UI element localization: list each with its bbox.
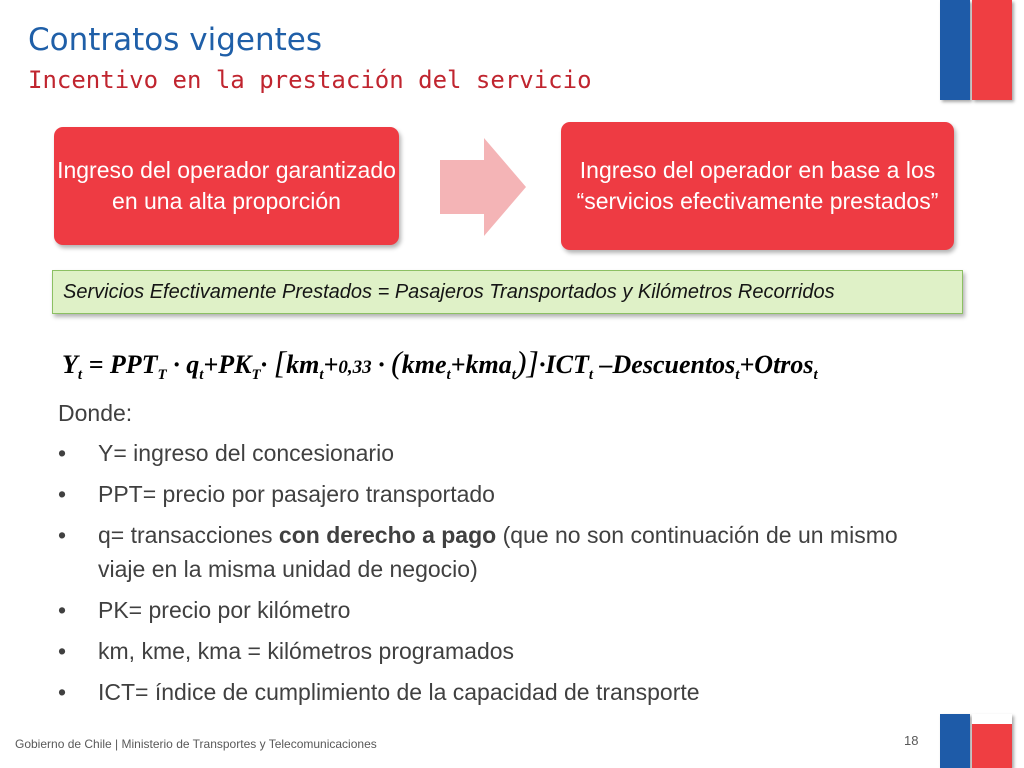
- chile-flag-decoration-top: [940, 0, 1016, 100]
- formula-sub: T: [157, 367, 167, 384]
- page-title: Contratos vigentes: [28, 22, 323, 58]
- formula-sub: t: [813, 367, 818, 384]
- income-formula: [62, 338, 952, 386]
- right-arrow-icon: [440, 138, 526, 236]
- flag-red-stripe: [972, 0, 1012, 100]
- list-item-text: q= transacciones: [98, 522, 279, 548]
- list-item-emphasis: con derecho a pago: [278, 522, 497, 548]
- formula-sub: t: [511, 367, 516, 384]
- list-item-text: PPT= precio por pasajero transportado: [98, 481, 495, 507]
- formula-q: q: [186, 350, 200, 379]
- formula-km: km: [286, 350, 320, 379]
- definition-note-text: Servicios Efectivamente Prestados = Pasajeros Transportados y Kilómetros Recorridos: [63, 280, 835, 303]
- formula-sub: t: [735, 367, 740, 384]
- formula-op: =: [82, 350, 110, 379]
- formula-ict: ICT: [545, 350, 589, 379]
- formula-descuentos: Descuentos: [612, 350, 736, 379]
- current-income-box: [54, 127, 399, 245]
- formula-sub: t: [319, 367, 324, 384]
- formula-otros: Otros: [754, 350, 814, 379]
- flag-blue-stripe: [940, 714, 970, 768]
- formula-y: Y: [62, 350, 78, 379]
- donde-label: Donde:: [58, 400, 133, 426]
- footer-text: Gobierno de Chile | Ministerio de Transportes y Telecomunicaciones: [15, 737, 377, 751]
- formula-op: ·: [166, 350, 187, 379]
- formula-bracket: ]: [526, 344, 539, 380]
- flag-blue-stripe: [940, 0, 970, 100]
- definition-note: [52, 270, 963, 314]
- formula-op: ·: [539, 350, 546, 379]
- formula-kme: kme: [401, 350, 447, 379]
- current-income-text: Ingreso del operador garantizado en una alta proporción: [57, 157, 396, 214]
- formula-op: +: [450, 350, 466, 379]
- list-item: [58, 436, 938, 470]
- formula-sub: t: [199, 367, 204, 384]
- formula-op: –: [593, 350, 613, 379]
- formula-op: +: [739, 350, 755, 379]
- list-item: [58, 477, 938, 511]
- new-income-box: [561, 122, 954, 250]
- list-item: [58, 518, 938, 586]
- formula-pk: PK: [218, 350, 252, 379]
- list-item-text: PK= precio por kilómetro: [98, 597, 351, 623]
- formula-ppt: PPT: [109, 350, 158, 379]
- formula-op: ·: [371, 350, 392, 379]
- list-item-text: ICT= índice de cumplimiento de la capacidad de transporte: [98, 679, 700, 705]
- chile-flag-decoration-bottom: [940, 714, 1016, 768]
- formula-sub: t: [588, 367, 594, 384]
- list-item: [58, 634, 938, 668]
- page-subtitle: Incentivo en la prestación del servicio: [28, 66, 592, 94]
- formula-bracket: [: [273, 344, 287, 380]
- list-item: [58, 675, 938, 709]
- formula-coefficient: 0,33: [338, 357, 372, 378]
- formula-kma: kma: [465, 350, 512, 379]
- page-number: 18: [904, 733, 919, 748]
- new-income-text: Ingreso del operador en base a los “servicios efectivamente prestados”: [576, 157, 939, 214]
- flag-white-stripe: [972, 714, 1012, 724]
- formula-paren: (: [391, 344, 402, 380]
- list-item-text: Y= ingreso del concesionario: [98, 440, 394, 466]
- formula-sub: t: [446, 367, 451, 384]
- formula-op: +: [323, 350, 339, 379]
- formula-sub: T: [251, 367, 261, 384]
- list-item: [58, 593, 938, 627]
- formula-sub: t: [77, 367, 83, 384]
- formula-paren: ): [515, 344, 527, 380]
- list-item-text: km, kme, kma = kilómetros programados: [98, 638, 515, 664]
- list-item-text: (que no son continuación de un mismo viaje en la misma unidad de negocio): [98, 522, 898, 582]
- definition-list: [58, 436, 938, 716]
- formula-op: +: [203, 350, 219, 379]
- formula-op: ·: [260, 350, 274, 379]
